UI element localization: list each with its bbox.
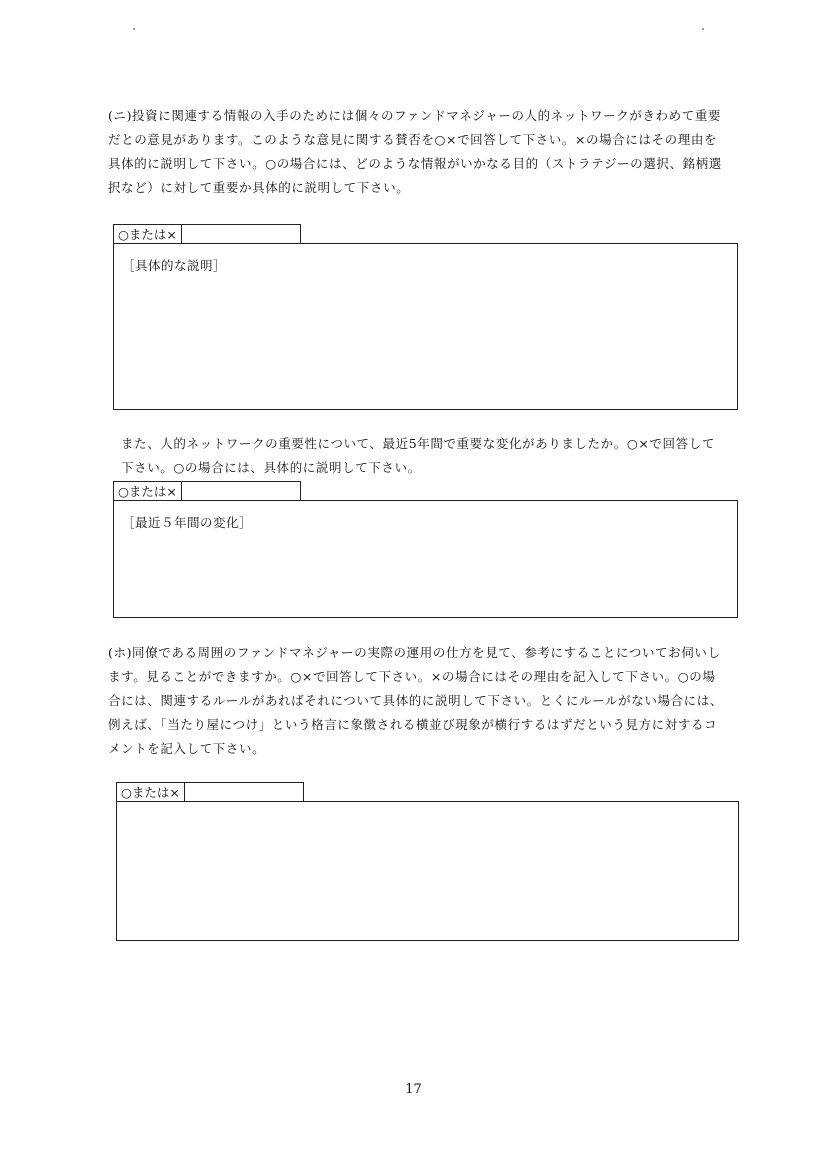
question-follow-text	[121, 432, 761, 480]
answer-box-follow[interactable]	[113, 500, 738, 618]
question-ho-line-4: 例えば、「当たり屋につけ」という格言に象徴される横並び現象が横行するはずだという見方に対するコ	[108, 717, 718, 732]
answer-box-ni[interactable]	[113, 243, 738, 410]
answer-field-follow[interactable]	[182, 482, 300, 501]
answer-tab-ni	[113, 224, 301, 244]
box-caption-detail: ［具体的な説明］	[122, 258, 227, 273]
question-ni-text	[108, 104, 768, 200]
answer-tab-ho	[116, 782, 304, 802]
question-ho-line-2: ます。見ることができますか。○×で回答して下さい。×の場合にはその理由を記入して下さい。○の場	[108, 669, 716, 684]
answer-label: ○または×	[117, 783, 185, 802]
question-ni-line-3: 具体的に説明して下さい。○の場合には、どのような情報がいかなる目的（ストラテジーの選択、銘柄選	[108, 156, 722, 171]
question-ho-line-5: メントを記入して下さい。	[108, 741, 266, 756]
scan-mark-left	[133, 28, 135, 30]
question-ni-line-2: だとの意見があります。このような意見に関する賛否を○×で回答して下さい。×の場合にはその理由を	[108, 132, 718, 147]
question-ho-text	[108, 641, 778, 761]
answer-label: ○または×	[114, 482, 182, 501]
question-ni-line-4: 択など）に対して重要か具体的に説明して下さい。	[108, 180, 410, 195]
page-number: 17	[405, 1082, 422, 1097]
question-ho-line-3: 合には、関連するルールがあればそれについて具体的に説明して下さい。とくにルールがない場合には、	[108, 693, 723, 708]
question-ni-line-1: (ニ)投資に関連する情報の入手のためには個々のファンドマネジャーの人的ネットワークがきわめて重要	[108, 108, 722, 123]
question-ho-line-1: (ホ)同僚である周囲のファンドマネジャーの実際の運用の仕方を見て、参考にすることについてお伺いし	[108, 645, 721, 660]
answer-label: ○または×	[114, 225, 182, 244]
question-follow-line-1: また、人的ネットワークの重要性について、最近5年間で重要な変化がありましたか。○×で回答して	[121, 436, 715, 451]
answer-field-ho[interactable]	[185, 783, 303, 802]
answer-tab-follow	[113, 481, 301, 501]
answer-box-ho[interactable]	[116, 801, 739, 941]
box-caption-change: ［最近５年間の変化］	[122, 515, 253, 530]
question-follow-line-2: 下さい。○の場合には、具体的に説明して下さい。	[121, 460, 421, 475]
scan-mark-right	[702, 28, 704, 30]
answer-field-ni[interactable]	[182, 225, 300, 244]
